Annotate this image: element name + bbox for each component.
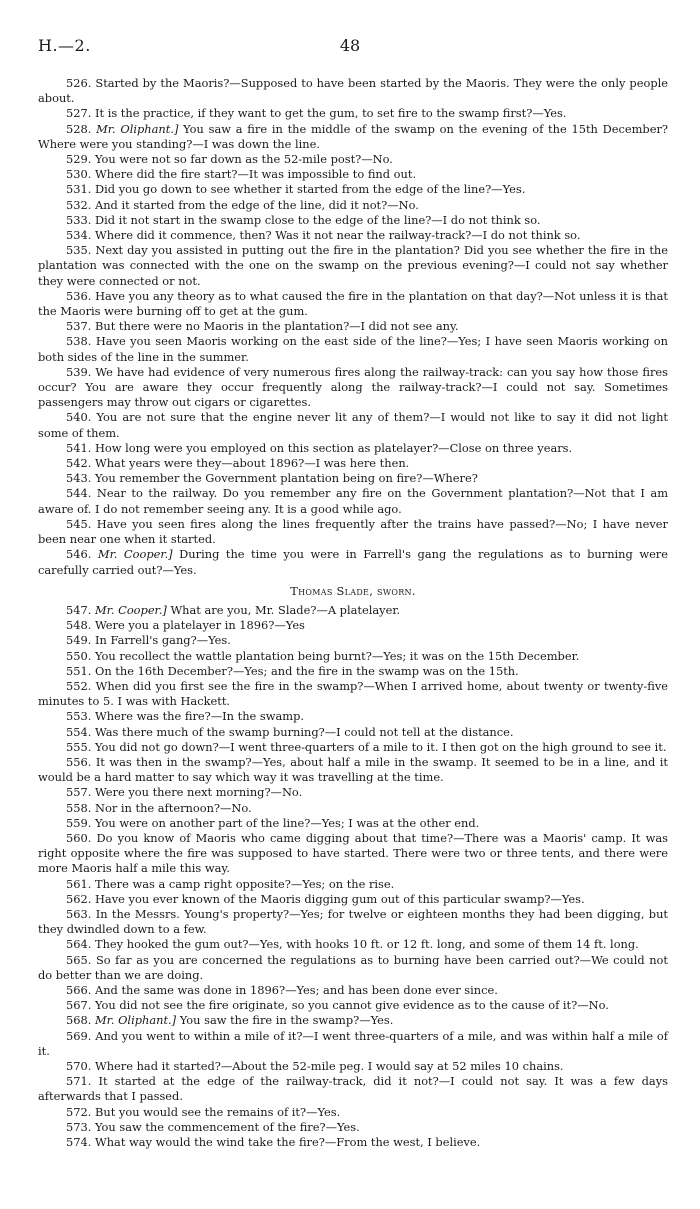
question-number: 557. bbox=[66, 785, 92, 800]
question-text: Do you know of Maoris who came digging about that time?—There was a Maoris' camp. It was right opposite where the fire was supposed to have started. There were two or three tents, and there were more Maoris half a mile this way. bbox=[38, 830, 668, 876]
question-number: 568. bbox=[66, 1013, 92, 1028]
question-paragraph bbox=[38, 198, 668, 213]
question-paragraph bbox=[38, 410, 668, 440]
question-number: 550. bbox=[66, 648, 92, 663]
question-text: Were you a platelayer in 1896?—Yes bbox=[95, 618, 305, 633]
question-paragraph bbox=[38, 1135, 668, 1150]
question-number: 527. bbox=[66, 106, 92, 121]
question-paragraph bbox=[38, 1059, 668, 1074]
question-text: Have you seen fires along the lines frequently after the trains have passed?—No; I have never been near one when it started. bbox=[38, 516, 668, 547]
question-paragraph bbox=[38, 785, 668, 800]
question-paragraph bbox=[38, 167, 668, 182]
question-number: 552. bbox=[66, 678, 92, 693]
question-paragraph bbox=[38, 441, 668, 456]
question-text: Near to the railway. Do you remember any fire on the Government plantation?—Not that I am aware of. I do not remember seeing any. It is a good while ago. bbox=[38, 486, 668, 516]
question-number: 544. bbox=[66, 486, 92, 501]
question-number: 534. bbox=[66, 228, 92, 243]
question-paragraph bbox=[38, 649, 668, 664]
question-number: 546. bbox=[66, 547, 92, 562]
question-text: In the Messrs. Young's property?—Yes; for twelve or eighteen months they had been digging, but they dwindled down to a few. bbox=[38, 906, 668, 937]
question-text: Were you there next morning?—No. bbox=[95, 785, 303, 800]
question-text: What years were they—about 1896?—I was here then. bbox=[95, 456, 410, 471]
question-paragraph bbox=[38, 213, 668, 228]
question-paragraph bbox=[38, 1120, 668, 1135]
question-number: 538. bbox=[66, 334, 92, 349]
question-number: 560. bbox=[66, 830, 92, 845]
question-paragraph bbox=[38, 709, 668, 724]
question-paragraph bbox=[38, 1105, 668, 1120]
question-number: 573. bbox=[66, 1119, 92, 1134]
question-number: 561. bbox=[66, 876, 92, 891]
question-text: On the 16th December?—Yes; and the fire in the swamp was on the 15th. bbox=[95, 663, 519, 678]
question-text: But you would see the remains of it?—Yes. bbox=[95, 1104, 341, 1119]
question-text: Have you seen Maoris working on the east side of the line?—Yes; I have seen Maoris working on both sides of the line in the summer. bbox=[38, 334, 669, 364]
question-text: And the same was done in 1896?—Yes; and has been done ever since. bbox=[95, 982, 498, 997]
question-text: You were on another part of the line?—Yes; I was at the other end. bbox=[95, 815, 480, 830]
question-number: 528. bbox=[66, 121, 92, 136]
question-paragraph bbox=[38, 937, 668, 952]
question-paragraph bbox=[38, 228, 668, 243]
question-number: 530. bbox=[66, 167, 92, 182]
question-number: 565. bbox=[66, 952, 92, 967]
question-text: Next day you assisted in putting out the fire in the plantation? Did you see whether the fire in the plantation was connected with the one on the swamp on the previous evening?—I could not say whether they were connected or not. bbox=[38, 243, 669, 288]
question-number: 543. bbox=[66, 471, 92, 486]
question-paragraph bbox=[38, 122, 668, 152]
question-paragraph bbox=[38, 816, 668, 831]
question-paragraph bbox=[38, 633, 668, 648]
question-text: You saw the fire in the swamp?—Yes. bbox=[179, 1013, 394, 1028]
question-number: 551. bbox=[66, 663, 92, 678]
question-number: 542. bbox=[66, 456, 92, 471]
question-text: It started at the edge of the railway-track, did it not?—I could not say. It was a few days afterwards that I passed. bbox=[38, 1074, 668, 1104]
question-text: Started by the Maoris?—Supposed to have been started by the Maoris. They were the only people about. bbox=[38, 76, 668, 106]
question-number: 574. bbox=[66, 1135, 92, 1150]
question-number: 564. bbox=[66, 937, 92, 952]
question-paragraph bbox=[38, 289, 668, 319]
question-paragraph bbox=[38, 618, 668, 633]
question-text: So far as you are concerned the regulations as to burning have been carried out?—We could not do better than we are doing. bbox=[38, 952, 668, 982]
evidence-section-1 bbox=[38, 76, 668, 578]
question-number: 556. bbox=[66, 754, 92, 769]
question-text: They hooked the gum out?—Yes, with hooks 10 ft. or 12 ft. long, and some of them 14 ft. long. bbox=[95, 937, 639, 952]
question-text: Nor in the afternoon?—No. bbox=[95, 800, 252, 815]
question-paragraph bbox=[38, 319, 668, 334]
speaker-label: Mr. Oliphant.] bbox=[95, 1013, 177, 1028]
speaker-label: Mr. Oliphant.] bbox=[96, 121, 179, 136]
question-paragraph bbox=[38, 740, 668, 755]
question-number: 539. bbox=[66, 364, 92, 379]
question-paragraph bbox=[38, 877, 668, 892]
question-paragraph bbox=[38, 801, 668, 816]
question-paragraph bbox=[38, 983, 668, 998]
question-number: 555. bbox=[66, 739, 92, 754]
question-paragraph bbox=[38, 243, 668, 289]
question-text: Where did the fire start?—It was impossible to find out. bbox=[95, 167, 417, 182]
question-paragraph bbox=[38, 907, 668, 937]
question-text: Where had it started?—About the 52-mile peg. I would say at 52 miles 10 chains. bbox=[95, 1059, 564, 1073]
question-paragraph bbox=[38, 603, 668, 618]
question-text: How long were you employed on this section as platelayer?—Close on three years. bbox=[95, 440, 573, 455]
question-number: 531. bbox=[66, 182, 92, 197]
evidence-body bbox=[38, 76, 668, 1150]
question-number: 536. bbox=[66, 288, 92, 303]
question-number: 526. bbox=[66, 76, 92, 90]
question-text: It was then in the swamp?—Yes, about half a mile in the swamp. It seemed to be in a line, and it would be a hard matter to say which way it was travelling at the time. bbox=[38, 754, 668, 785]
question-number: 554. bbox=[66, 724, 92, 739]
question-text: In Farrell's gang?—Yes. bbox=[95, 633, 231, 648]
question-text: Did it not start in the swamp close to the edge of the line?—I do not think so. bbox=[95, 212, 541, 227]
question-number: 570. bbox=[66, 1059, 92, 1073]
question-text: Have you ever known of the Maoris digging gum out of this particular swamp?—Yes. bbox=[95, 891, 585, 906]
question-text: You are not sure that the engine never lit any of them?—I would not like to say it did not light some of them. bbox=[38, 410, 668, 440]
question-number: 547. bbox=[66, 602, 92, 617]
question-paragraph bbox=[38, 106, 668, 121]
question-number: 541. bbox=[66, 440, 92, 455]
question-text: Have you any theory as to what caused the fire in the plantation on that day?—Not unless it is that the Maoris were burning off to get at the gum. bbox=[38, 288, 668, 319]
question-text: You were not so far down as the 52-mile post?—No. bbox=[95, 152, 393, 167]
question-number: 559. bbox=[66, 815, 92, 830]
question-text: Where did it commence, then? Was it not near the railway-track?—I do not think so. bbox=[95, 228, 581, 243]
question-paragraph bbox=[38, 831, 668, 877]
question-text: What way would the wind take the fire?—From the west, I believe. bbox=[95, 1135, 481, 1150]
witness-heading: Thomas Slade, sworn. bbox=[290, 583, 416, 598]
page-number: 48 bbox=[339, 36, 361, 55]
question-paragraph bbox=[38, 1029, 668, 1059]
question-paragraph bbox=[38, 725, 668, 740]
speaker-label: Mr. Cooper.] bbox=[97, 547, 173, 562]
question-text: You saw a fire in the middle of the swamp on the evening of the 15th December? Where were you standing?—I was down the line. bbox=[38, 121, 669, 151]
speaker-label: Mr. Cooper.] bbox=[95, 602, 167, 617]
question-number: 545. bbox=[66, 516, 92, 531]
report-series-label: H.—2. bbox=[38, 36, 91, 55]
question-paragraph bbox=[38, 953, 668, 983]
question-paragraph bbox=[38, 1074, 668, 1104]
question-text: Was there much of the swamp burning?—I could not tell at the distance. bbox=[95, 724, 514, 739]
question-number: 535. bbox=[66, 243, 92, 258]
question-text: What are you, Mr. Slade?—A platelayer. bbox=[170, 602, 401, 617]
question-text: And you went to within a mile of it?—I went three-quarters of a mile, and was within half a mile of it. bbox=[38, 1028, 668, 1058]
question-paragraph bbox=[38, 755, 668, 785]
question-text: When did you first see the fire in the swamp?—When I arrived home, about twenty or twenty-five minutes to 5. I was with Hackett. bbox=[38, 678, 668, 709]
question-paragraph bbox=[38, 679, 668, 709]
question-paragraph bbox=[38, 547, 668, 577]
question-paragraph bbox=[38, 456, 668, 471]
question-text: But there were no Maoris in the plantation?—I did not see any. bbox=[95, 319, 459, 334]
question-paragraph bbox=[38, 334, 668, 364]
question-number: 569. bbox=[66, 1028, 92, 1043]
question-number: 549. bbox=[66, 633, 92, 648]
question-number: 571. bbox=[66, 1074, 92, 1089]
question-paragraph bbox=[38, 471, 668, 486]
question-text: We have had evidence of very numerous fires along the railway-track: can you say how those fires occur? You are aware they occur frequently along the railway-track?—I could not say. Sometimes passengers may throw out cigars or cigarettes. bbox=[38, 364, 668, 410]
question-number: 537. bbox=[66, 319, 92, 334]
question-paragraph bbox=[38, 1013, 668, 1028]
question-text: You recollect the wattle plantation being burnt?—Yes; it was on the 15th December. bbox=[95, 648, 580, 663]
question-text: And it started from the edge of the line, did it not?—No. bbox=[95, 197, 419, 212]
question-text: Did you go down to see whether it started from the edge of the line?—Yes. bbox=[95, 182, 526, 197]
question-paragraph bbox=[38, 517, 668, 547]
question-number: 540. bbox=[66, 410, 92, 425]
question-paragraph bbox=[38, 664, 668, 679]
question-text: It is the practice, if they want to get the gum, to set fire to the swamp first?—Yes. bbox=[95, 106, 567, 121]
question-paragraph bbox=[38, 998, 668, 1013]
question-number: 532. bbox=[66, 197, 92, 212]
question-number: 563. bbox=[66, 906, 92, 921]
question-number: 533. bbox=[66, 212, 92, 227]
evidence-section-2 bbox=[38, 603, 668, 1150]
question-text: During the time you were in Farrell's gang the regulations as to burning were carefully carried out?—Yes. bbox=[38, 547, 668, 577]
question-number: 553. bbox=[66, 709, 92, 724]
question-number: 529. bbox=[66, 152, 92, 167]
question-paragraph bbox=[38, 152, 668, 167]
question-paragraph bbox=[38, 486, 668, 516]
question-text: There was a camp right opposite?—Yes; on the rise. bbox=[95, 876, 395, 891]
question-text: You remember the Government plantation being on fire?—Where? bbox=[95, 471, 478, 486]
question-text: You saw the commencement of the fire?—Yes. bbox=[95, 1119, 360, 1134]
question-number: 567. bbox=[66, 998, 92, 1013]
question-paragraph bbox=[38, 76, 668, 106]
question-number: 566. bbox=[66, 982, 92, 997]
question-text: You did not see the fire originate, so you cannot give evidence as to the cause of it?—No. bbox=[95, 998, 609, 1013]
question-text: Where was the fire?—In the swamp. bbox=[95, 709, 304, 724]
question-text: You did not go down?—I went three-quarters of a mile to it. I then got on the high ground to see it. bbox=[95, 739, 667, 754]
question-number: 572. bbox=[66, 1104, 92, 1119]
question-number: 548. bbox=[66, 618, 92, 633]
question-number: 558. bbox=[66, 800, 92, 815]
question-paragraph bbox=[38, 365, 668, 411]
question-paragraph bbox=[38, 892, 668, 907]
question-number: 562. bbox=[66, 891, 92, 906]
question-paragraph bbox=[38, 182, 668, 197]
